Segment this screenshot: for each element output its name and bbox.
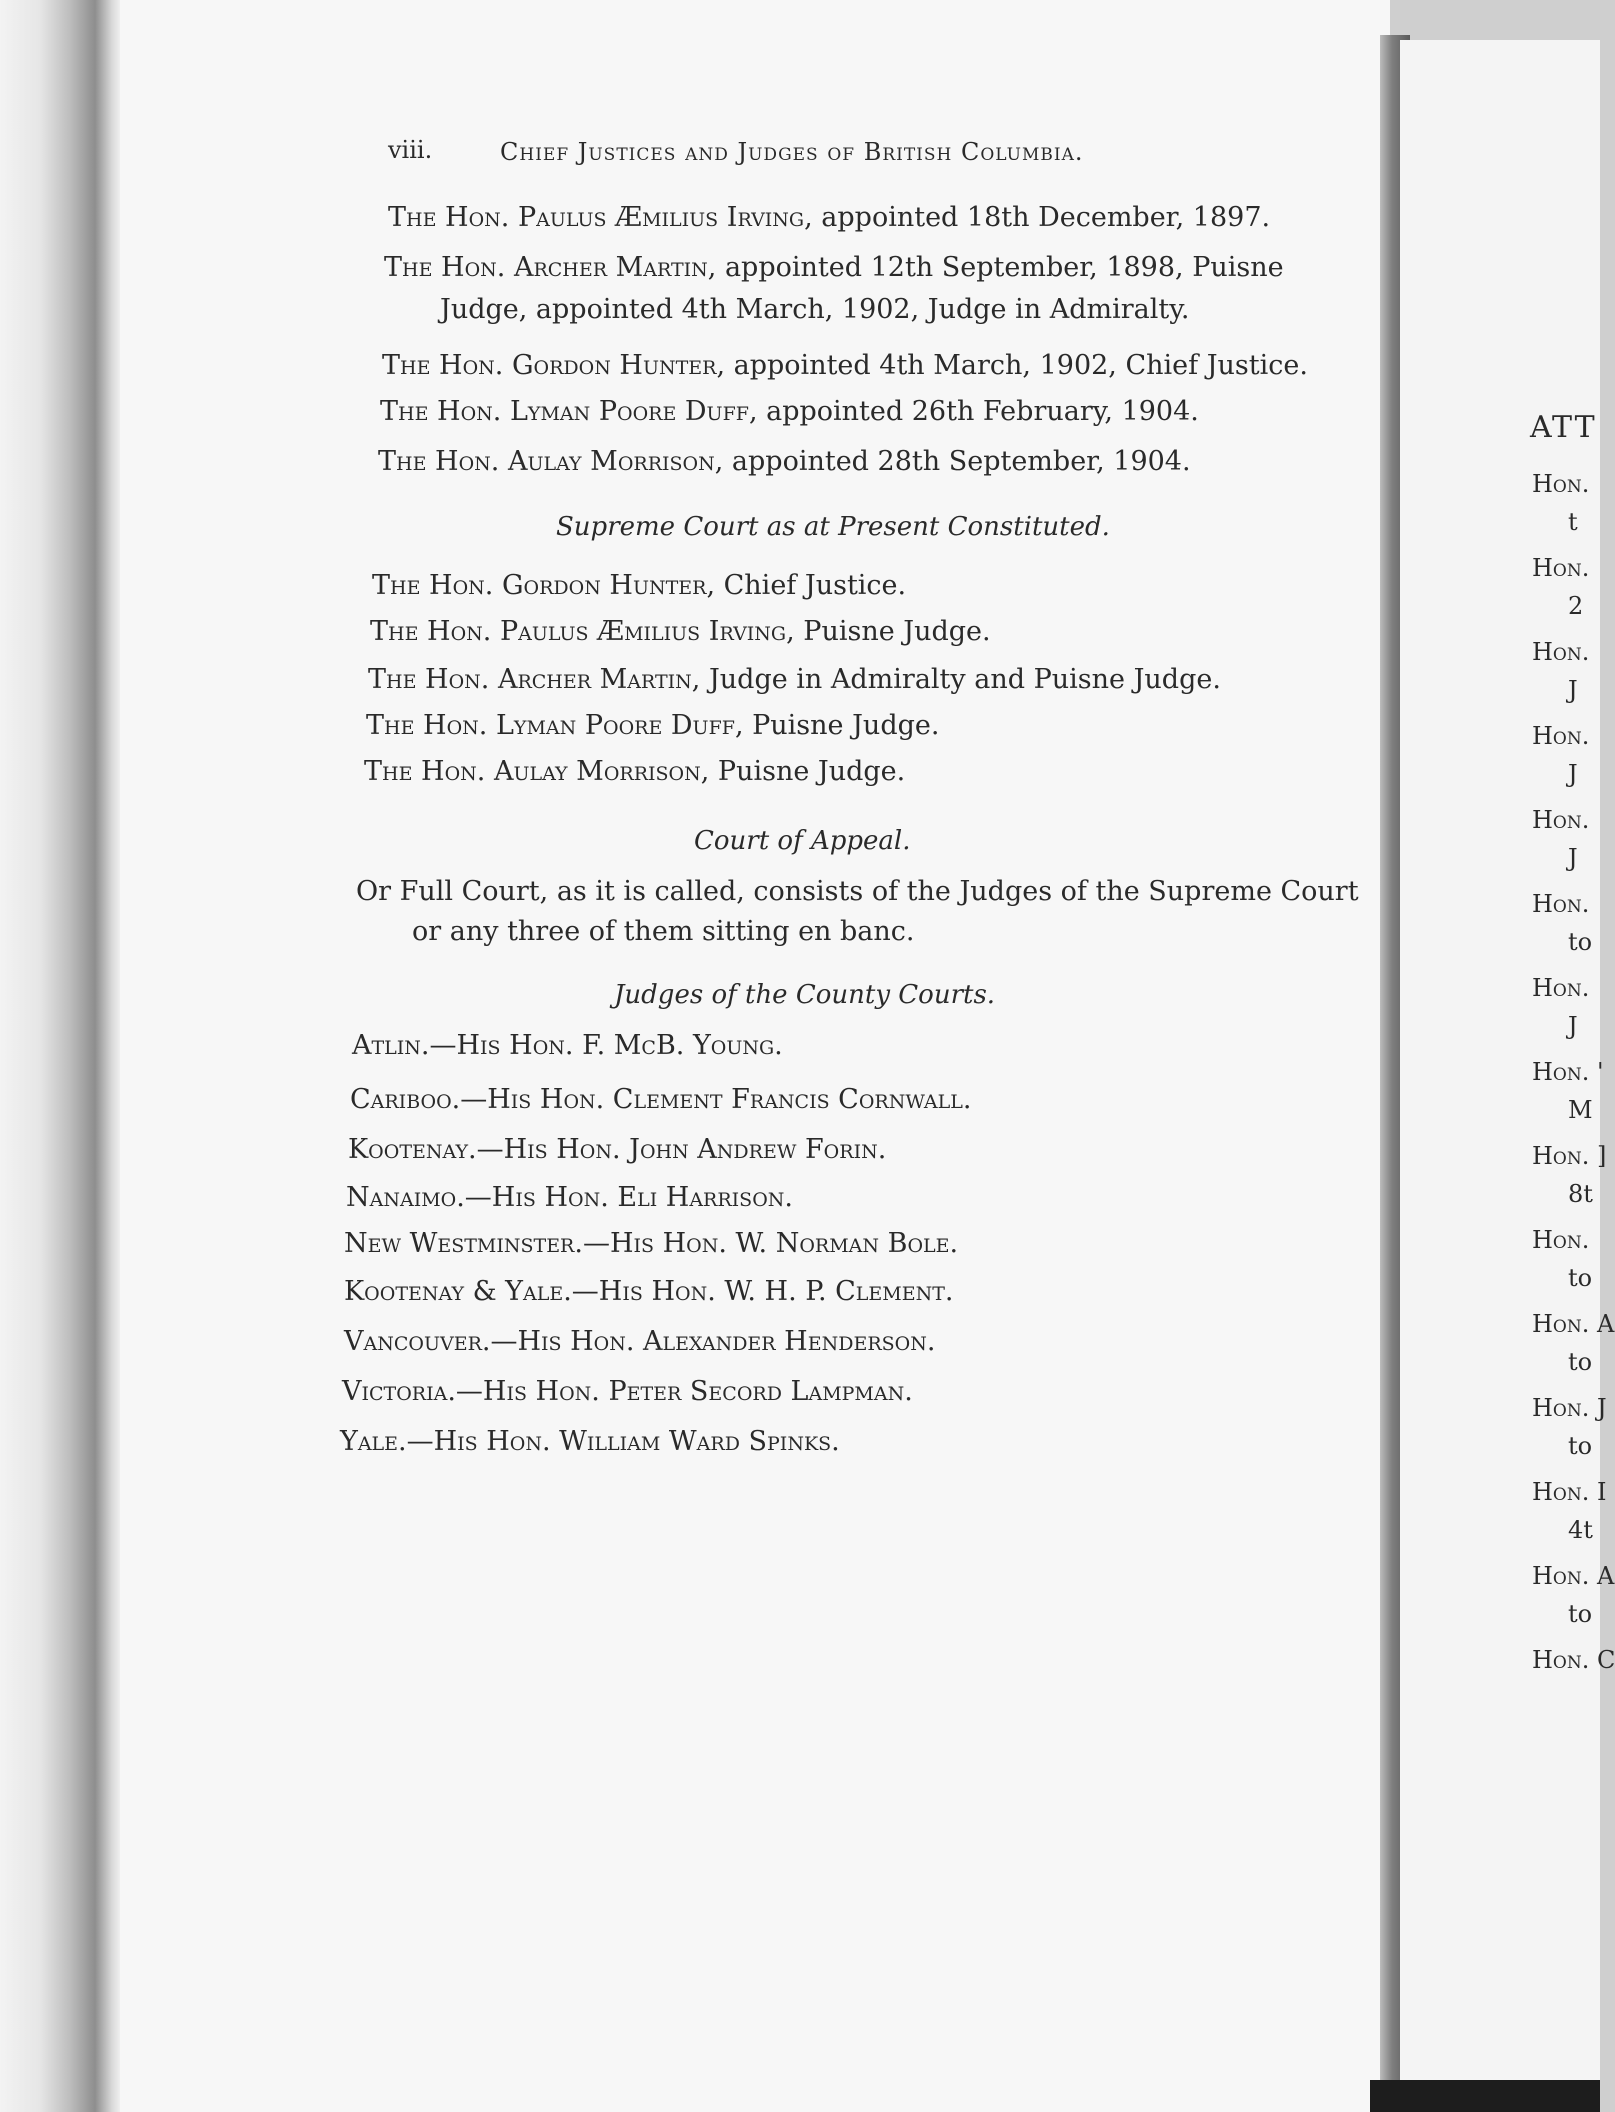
county-court-entry: Kootenay & Yale.—His Hon. W. H. P. Clement. (344, 1276, 954, 1307)
honorific: The Hon. (378, 446, 500, 477)
court-of-appeal-text: Or Full Court, as it is called, consists of the Judges of the Supreme Court (356, 876, 1359, 907)
facing-page-line: Hon. I (1532, 1478, 1607, 1506)
facing-page-line-continuation: J (1568, 844, 1578, 872)
page-number: viii. (388, 136, 433, 164)
facing-page-line: Hon. C (1532, 1646, 1615, 1674)
county-court-entry: Atlin.—His Hon. F. McB. Young. (352, 1030, 783, 1061)
court-of-appeal-text: or any three of them sitting en banc. (412, 916, 915, 947)
facing-page-line: Hon. A (1532, 1310, 1615, 1338)
facing-page-line: Hon. (1532, 638, 1590, 666)
appointment-text: , appointed 28th September, 1904. (714, 446, 1191, 477)
facing-page-line: Hon. ] (1532, 1142, 1607, 1170)
judge-name: Aulay Morrison (493, 756, 701, 787)
honorific: The Hon. (368, 664, 490, 695)
facing-page-line: Hon. (1532, 722, 1590, 750)
scan-left-edge (0, 0, 120, 2112)
supreme-court-member (364, 756, 905, 788)
judge-name: Paulus Æmilius Irving (517, 202, 805, 233)
facing-page-line: Hon. (1532, 554, 1590, 582)
county-court-entry: Yale.—His Hon. William Ward Spinks. (340, 1426, 840, 1457)
facing-page-line: Hon. (1532, 806, 1590, 834)
appointment-text: , appointed 4th March, 1902, Chief Justice. (716, 350, 1308, 381)
county-court-entry: Kootenay.—His Hon. John Andrew Forin. (348, 1134, 887, 1165)
county-court-entry: Nanaimo.—His Hon. Eli Harrison. (346, 1182, 793, 1213)
member-role: , Chief Justice. (706, 570, 907, 601)
facing-page-line: Hon. A (1532, 1562, 1615, 1590)
running-head: Chief Justices and Judges of British Columbia. (500, 138, 1084, 166)
county-court-entry: New Westminster.—His Hon. W. Norman Bole. (344, 1228, 959, 1259)
facing-page-line-continuation: to (1568, 1600, 1593, 1628)
appointment-text: , appointed 26th February, 1904. (748, 396, 1199, 427)
judge-name: Gordon Hunter (501, 570, 707, 601)
judge-name: Aulay Morrison (507, 446, 715, 477)
appointment-text: , appointed 12th September, 1898, Puisne (707, 252, 1284, 283)
honorific: The Hon. (382, 350, 504, 381)
member-role: , Puisne Judge. (786, 616, 991, 647)
honorific: The Hon. (380, 396, 502, 427)
appointment-line (380, 396, 1199, 428)
appointment-text: , appointed 18th December, 1897. (804, 202, 1271, 233)
facing-page-line-continuation: to (1568, 1264, 1593, 1292)
member-role: , Puisne Judge. (700, 756, 906, 787)
section-heading-supreme-court: Supreme Court as at Present Constituted. (556, 512, 1110, 542)
judge-name: Gordon Hunter (511, 350, 717, 381)
honorific: The Hon. (372, 570, 494, 601)
member-role: , Puisne Judge. (734, 710, 940, 741)
honorific: The Hon. (388, 202, 510, 233)
appointment-text: Judge, appointed 4th March, 1902, Judge in Admiralty. (440, 294, 1190, 325)
honorific: The Hon. (370, 616, 492, 647)
facing-page-line: Hon. J (1532, 1394, 1607, 1422)
appointment-continuation (440, 294, 1189, 326)
county-court-entry: Cariboo.—His Hon. Clement Francis Cornwall. (350, 1084, 972, 1115)
facing-page-line-continuation: J (1568, 676, 1578, 704)
facing-page-line: Hon. (1532, 974, 1590, 1002)
judge-name: Lyman Poore Duff (509, 396, 749, 427)
facing-page-line-continuation: 2 (1568, 592, 1584, 620)
supreme-court-member (372, 570, 906, 602)
appointment-line (388, 202, 1270, 234)
facing-page-line-continuation: t (1568, 508, 1578, 536)
judge-name: Archer Martin (513, 252, 708, 283)
judge-name: Paulus Æmilius Irving (499, 616, 787, 647)
facing-page-line-continuation: 8t (1568, 1180, 1593, 1208)
facing-page-line: Hon. (1532, 470, 1590, 498)
facing-page-line-continuation: to (1568, 928, 1593, 956)
honorific: The Hon. (384, 252, 506, 283)
judge-name: Lyman Poore Duff (495, 710, 735, 741)
facing-page-line: Hon. (1532, 1226, 1590, 1254)
appointment-line (382, 350, 1308, 382)
facing-page-line-continuation: J (1568, 760, 1578, 788)
supreme-court-member (368, 664, 1221, 696)
county-court-entry: Victoria.—His Hon. Peter Secord Lampman. (342, 1376, 913, 1407)
facing-page-line: Hon. (1532, 890, 1590, 918)
facing-page-line-continuation: to (1568, 1348, 1593, 1376)
honorific: The Hon. (366, 710, 488, 741)
section-heading-court-of-appeal: Court of Appeal. (694, 826, 911, 856)
supreme-court-member (366, 710, 939, 742)
facing-page-line: Hon. ' (1532, 1058, 1604, 1086)
section-heading-county-courts: Judges of the County Courts. (614, 980, 996, 1010)
facing-page-heading: ATT (1530, 410, 1597, 445)
appointment-line (378, 446, 1191, 478)
facing-page-line-continuation: to (1568, 1432, 1593, 1460)
county-court-entry: Vancouver.—His Hon. Alexander Henderson. (344, 1326, 936, 1357)
facing-page-line-continuation: J (1568, 1012, 1578, 1040)
scan-dark-strip (1370, 2080, 1600, 2112)
honorific: The Hon. (364, 756, 486, 787)
supreme-court-member (370, 616, 991, 648)
judge-name: Archer Martin (497, 664, 692, 695)
facing-page-line-continuation: M (1568, 1096, 1593, 1124)
facing-page (1400, 40, 1615, 2080)
appointment-line (384, 252, 1284, 284)
member-role: , Judge in Admiralty and Puisne Judge. (691, 664, 1221, 695)
facing-page-line-continuation: 4t (1568, 1516, 1593, 1544)
